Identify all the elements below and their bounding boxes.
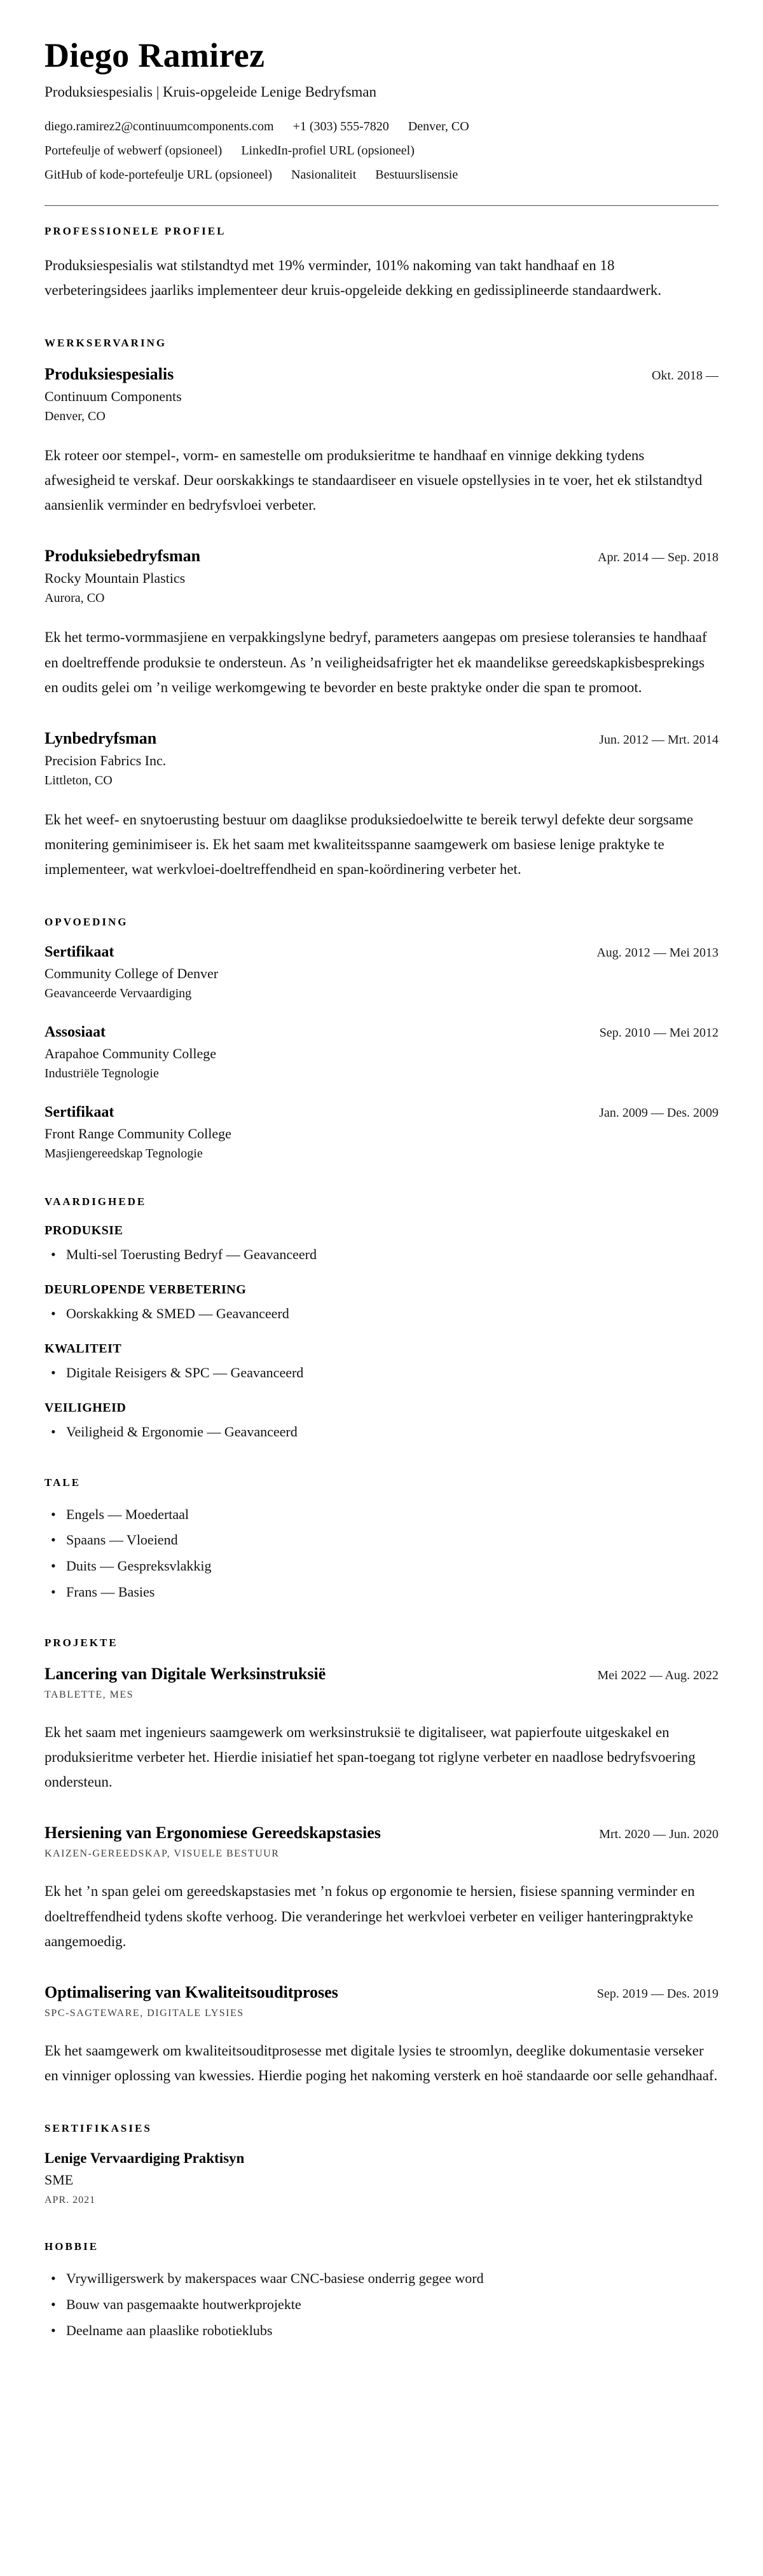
- section-title-hobbies: HOBBIE: [45, 2240, 99, 2252]
- education-entry-head: [45, 944, 718, 961]
- education-degree: Sertifikaat: [45, 1104, 114, 1121]
- github-placeholder-text: GitHub of kode-portefeulje URL (opsioneel): [45, 168, 273, 182]
- section-title-profile: PROFESSIONELE PROFIEL: [45, 225, 226, 237]
- job-description: Ek roteer oor stempel-, vorm- en samestelle om produksieritme te handhaaf en vinnige dekking tydens afwesigheid te verskaf. Deur oorskakkings te standaardiseer en visuele opstellysies in te voer, het ek stilstandtyd aansienlik verminder en bedryfsvloei verbeter.: [45, 447, 703, 514]
- hobby-item: • Bouw van pasgemaakte houtwerkprojekte: [45, 2294, 718, 2315]
- location-text: Denver, CO: [408, 119, 469, 133]
- language-item: • Duits — Gespreksvlakkig: [45, 1556, 718, 1576]
- education-entry: [45, 1024, 718, 1081]
- education-school: Front Range Community College: [45, 1126, 231, 1142]
- section-education: [45, 916, 718, 1161]
- skill-item: • Oorskakking & SMED — Geavanceerd: [45, 1304, 718, 1324]
- skill-group-name: VEILIGHEID: [45, 1400, 127, 1415]
- project-tags: SPC-SAGTEWARE, DIGITALE LYSIES: [45, 2007, 244, 2019]
- language-item: • Spaans — Vloeiend: [45, 1530, 718, 1550]
- education-entry-head: [45, 1024, 718, 1041]
- section-title-languages: TALE: [45, 1476, 81, 1489]
- portfolio-placeholder-text: Portefeulje of webwerf (opsioneel): [45, 144, 223, 158]
- section-projects: [45, 1637, 718, 2088]
- section-title-certifications: SERTIFIKASIES: [45, 2122, 152, 2134]
- education-dates: Sep. 2010 — Mei 2012: [599, 1026, 718, 1040]
- skill-item: • Veiligheid & Ergonomie — Geavanceerd: [45, 1422, 718, 1442]
- education-school: Community College of Denver: [45, 965, 219, 982]
- job-company: Precision Fabrics Inc.: [45, 752, 167, 768]
- project-dates: Mei 2022 — Aug. 2022: [597, 1668, 718, 1683]
- job-description: Ek het weef- en snytoerusting bestuur om daaglikse produksiedoelwitte te bereik terwyl defekte deur sorgsame monitering geminimiseer is. Ek het saam met kwaliteitsspanne saamgewerk om basiese lenige praktyke te implementeer, wat werkvloei-doeltreffendheid en span-koördinering verbeter het.: [45, 811, 694, 877]
- job-entry-head: [45, 547, 718, 566]
- hobby-list: [45, 2268, 718, 2341]
- skill-group: [45, 1283, 718, 1324]
- education-field: Industriële Tegnologie: [45, 1067, 159, 1081]
- education-field: Masjiengereedskap Tegnologie: [45, 1147, 203, 1161]
- project-tags: TABLETTE, MES: [45, 1689, 134, 1701]
- education-dates: Aug. 2012 — Mei 2013: [596, 946, 718, 960]
- section-hobbies: [45, 2240, 718, 2341]
- section-experience: [45, 337, 718, 882]
- skill-list: [45, 1244, 718, 1265]
- project-entry: [45, 1823, 718, 1953]
- education-degree: Assosiaat: [45, 1024, 106, 1041]
- skill-list: [45, 1422, 718, 1442]
- skill-list: [45, 1304, 718, 1324]
- job-location: Aurora, CO: [45, 591, 105, 606]
- skill-list: [45, 1363, 718, 1383]
- project-description: Ek het saam met ingenieurs saamgewerk om werksinstruksië te digitaliseer, wat papierfoute uitgeskakel en produksieritme verbeter het. Hierdie inisiatief het span-toegang tot riglyne verbeter en naadlose bedryfsvoering ondersteun.: [45, 1724, 696, 1790]
- project-entry-head: [45, 1665, 718, 1684]
- education-entry: [45, 944, 718, 1001]
- project-name: Hersiening van Ergonomiese Gereedskapstasies: [45, 1823, 381, 1843]
- header-divider: [45, 205, 718, 206]
- skill-item: • Digitale Reisigers & SPC — Geavanceerd: [45, 1363, 718, 1383]
- resume-header: [45, 36, 718, 182]
- skill-group: [45, 1401, 718, 1442]
- contact-row-1: [45, 119, 718, 134]
- contact-row-3: [45, 168, 718, 182]
- education-entry-head: [45, 1104, 718, 1121]
- project-entry: [45, 1665, 718, 1794]
- hobby-item: • Vrywilligerswerk by makerspaces waar CNC-basiese onderrig gegee word: [45, 2268, 718, 2289]
- drivers-license-placeholder-text: Bestuurslisensie: [375, 168, 458, 182]
- headline: Produksiespesialis | Kruis-opgeleide Lenige Bedryfsman: [45, 84, 376, 100]
- project-name: Lancering van Digitale Werksinstruksië: [45, 1665, 326, 1684]
- job-description: Ek het termo-vormmasjiene en verpakkingslyne bedryf, parameters aangepas om presiese toleransies te handhaaf en doeltreffende produksie te ondersteun. As ’n veiligheidsafrigter het ek maandelikse gereedskapkisbesprekings en oudits gelei om ’n veilige werkomgewing te bevorder en beste praktyke onder die span te promoot.: [45, 629, 707, 695]
- email-text: diego.ramirez2@continuumcomponents.com: [45, 119, 274, 133]
- linkedin-placeholder-text: LinkedIn-profiel URL (opsioneel): [241, 144, 415, 158]
- skill-item: • Multi-sel Toerusting Bedryf — Geavanceerd: [45, 1244, 718, 1265]
- job-position: Lynbedryfsman: [45, 728, 157, 747]
- section-title-experience: WERKSERVARING: [45, 337, 167, 350]
- job-dates: Jun. 2012 — Mrt. 2014: [599, 732, 718, 747]
- skill-group: [45, 1342, 718, 1383]
- job-company: Rocky Mountain Plastics: [45, 570, 186, 587]
- skill-group-name: KWALITEIT: [45, 1341, 122, 1356]
- section-certifications: [45, 2122, 718, 2206]
- project-entry-head: [45, 1983, 718, 2002]
- project-description: Ek het saamgewerk om kwaliteitsouditprosesse met digitale lysies te stroomlyn, deeglike dokumentasie verseker en vinniger oplossing van kwessies. Hierdie poging het nakoming versterk en hoë standaarde oor selle gehandhaaf.: [45, 2042, 718, 2083]
- section-title-education: OPVOEDING: [45, 916, 128, 929]
- profile-text: Produksiespesialis wat stilstandtyd met 19% verminder, 101% nakoming van takt handhaaf en 18 verbeteringsidees jaarliks implementeer deur kruis-opgeleide dekking en gedissiplineerde standaardwerk.: [45, 257, 662, 299]
- job-position: Produksiespesialis: [45, 365, 174, 384]
- job-position: Produksiebedryfsman: [45, 547, 201, 566]
- hobby-item: • Deelname aan plaaslike robotieklubs: [45, 2320, 718, 2341]
- section-profile: [45, 225, 718, 303]
- phone-text: +1 (303) 555-7820: [292, 119, 389, 133]
- certification-name: Lenige Vervaardiging Praktisyn: [45, 2150, 245, 2166]
- education-dates: Jan. 2009 — Des. 2009: [599, 1106, 718, 1121]
- job-dates: Apr. 2014 — Sep. 2018: [598, 550, 718, 565]
- project-entry: [45, 1983, 718, 2088]
- job-entry: [45, 365, 718, 517]
- section-title-projects: PROJEKTE: [45, 1637, 118, 1649]
- section-title-skills: VAARDIGHEDE: [45, 1196, 147, 1208]
- skill-group: [45, 1223, 718, 1265]
- project-dates: Mrt. 2020 — Jun. 2020: [599, 1827, 718, 1842]
- section-languages: [45, 1476, 718, 1603]
- certification-date: APR. 2021: [45, 2194, 96, 2205]
- project-tags: KAIZEN-GEREEDSKAP, VISUELE BESTUUR: [45, 1848, 280, 1860]
- education-school: Arapahoe Community College: [45, 1046, 217, 1062]
- certification-entry: [45, 2150, 718, 2206]
- education-entry: [45, 1104, 718, 1161]
- job-location: Littleton, CO: [45, 773, 113, 787]
- skill-group-name: PRODUKSIE: [45, 1223, 123, 1238]
- contact-info: [45, 119, 718, 182]
- contact-row-2: [45, 144, 718, 158]
- language-item: • Engels — Moedertaal: [45, 1504, 718, 1525]
- job-company: Continuum Components: [45, 388, 182, 405]
- language-list: [45, 1504, 718, 1603]
- project-dates: Sep. 2019 — Des. 2019: [596, 1986, 718, 2001]
- job-entry-head: [45, 729, 718, 748]
- job-dates: Okt. 2018 —: [652, 369, 718, 383]
- skill-group-name: DEURLOPENDE VERBETERING: [45, 1282, 247, 1297]
- job-entry: [45, 729, 718, 882]
- person-name: Diego Ramirez: [45, 36, 265, 74]
- section-skills: [45, 1196, 718, 1442]
- certification-issuer: SME: [45, 2171, 74, 2188]
- job-entry: [45, 547, 718, 699]
- job-location: Denver, CO: [45, 409, 106, 424]
- project-entry-head: [45, 1823, 718, 1843]
- nationality-placeholder-text: Nasionaliteit: [291, 168, 357, 182]
- education-degree: Sertifikaat: [45, 944, 114, 961]
- project-description: Ek het ’n span gelei om gereedskapstasies met ’n fokus op ergonomie te hersien, fisiese spanning verminder en doeltreffendheid tydens skofte verhoog. Die veranderinge het werkvloei verbeter en veiliger hanteringpraktyke aangemoedig.: [45, 1883, 695, 1949]
- education-field: Geavanceerde Vervaardiging: [45, 986, 192, 1001]
- job-entry-head: [45, 365, 718, 384]
- language-item: • Frans — Basies: [45, 1582, 718, 1602]
- project-name: Optimalisering van Kwaliteitsouditproses: [45, 1982, 338, 2001]
